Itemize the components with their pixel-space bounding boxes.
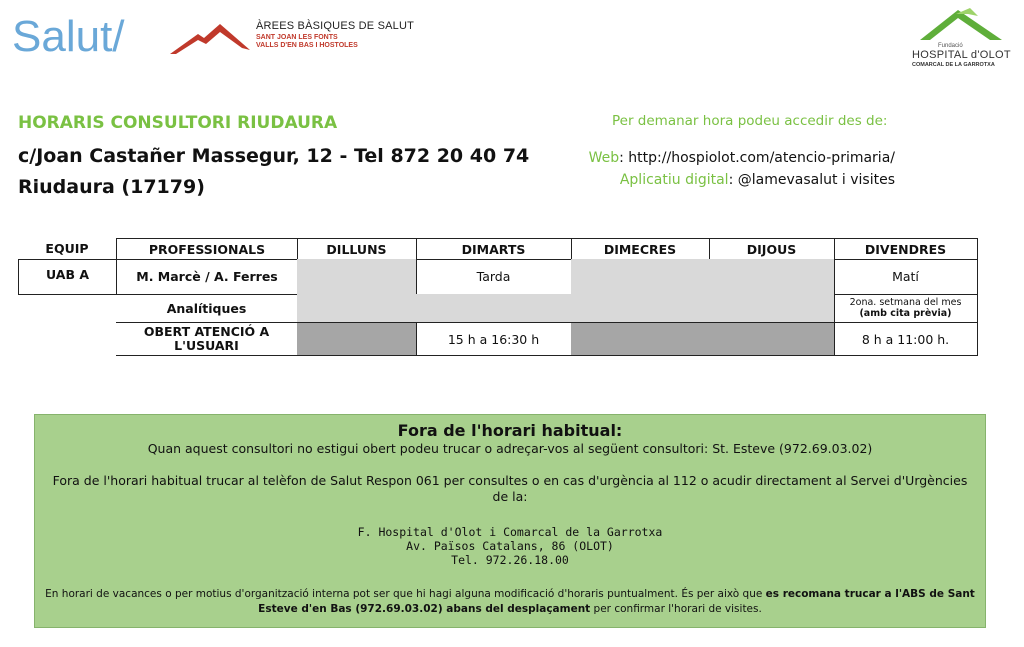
hospital-logo: [908, 6, 1018, 66]
booking-app: [620, 172, 895, 188]
hospital-fundacio: Fundació: [938, 43, 963, 49]
vacation-note-c: per confirmar l'horari de visites.: [590, 603, 762, 615]
dimarts-row1: Tarda: [416, 259, 572, 295]
header-professionals: PROFESSIONALS: [116, 238, 298, 260]
address-line-1: c/Joan Castañer Massegur, 12 - Tel 872 20 40 74: [18, 145, 530, 167]
analitiques-fri-line1: 2ona. setmana del mes: [849, 297, 962, 308]
dilluns-row2: [297, 294, 417, 322]
out-of-hours-heading: Fora de l'horari habitual:: [397, 421, 623, 440]
salut-logo: Salut/: [12, 12, 125, 61]
vacation-note-a: En horari de vacances o per motius d'organització interna pot ser que hi hagi alguna modificació d'horaris puntualment. És per això que: [45, 588, 766, 600]
emergency-text: Fora de l'horari habitual trucar al telèfon de Salut Respon 061 per consultes o en cas d'urgència al 112 o acudir directament al Servei d'Urgències de la:: [52, 473, 968, 504]
aabs-title: ÀREES BÀSIQUES DE SALUT: [256, 20, 415, 32]
app-value: : @lamevasalut i visites: [728, 172, 895, 188]
obert-atencio-label: OBERT ATENCIÓ A L'USUARI: [116, 322, 298, 356]
header-dimecres: DIMECRES: [571, 238, 710, 260]
professionals-cell: M. Marcè / A. Ferres: [116, 259, 298, 295]
hospital-address-name: F. Hospital d'Olot i Comarcal de la Garrotxa: [357, 525, 663, 539]
vacation-note: [41, 587, 979, 617]
dimarts-row2: [416, 294, 572, 322]
web-label: Web: [588, 150, 620, 166]
dimecres-row1: [571, 259, 710, 295]
vacation-note-bold: es recomana trucar a l'ABS de Sant Esteve d'en Bas (972.69.03.02) abans del desplaçament: [258, 588, 975, 615]
dimecres-row3: [571, 322, 710, 356]
header-divendres: DIVENDRES: [834, 238, 978, 260]
hospital-address: [35, 525, 985, 567]
address-line-2: Riudaura (17179): [18, 176, 205, 198]
divendres-row2: [834, 294, 978, 322]
dimarts-row3: 15 h a 16:30 h: [416, 322, 572, 356]
hospital-subtitle: COMARCAL DE LA GARROTXA: [912, 62, 995, 68]
alt-consultori-text: Quan aquest consultori no estigui obert podeu trucar o adreçar-vos al següent consultori: St. Esteve (972.69.03.02): [147, 441, 873, 456]
dilluns-row1: [297, 259, 417, 295]
divendres-row3: 8 h a 11:00 h.: [834, 322, 978, 356]
web-link[interactable]: : http://hospiolot.com/atencio-primaria/: [619, 150, 895, 166]
hospital-address-phone: Tel. 972.26.18.00: [451, 553, 569, 567]
out-of-hours-box: [34, 414, 986, 628]
analitiques-fri-line2: (amb cita prèvia): [859, 308, 952, 319]
mountain-logo-icon: [168, 20, 252, 56]
page-title: HORARIS CONSULTORI RIUDAURA: [18, 113, 338, 133]
hospital-address-street: Av. Països Catalans, 86 (OLOT): [406, 539, 614, 553]
aabs-subtitle-2: VALLS D'EN BAS I HOSTOLES: [256, 42, 358, 49]
analitiques-label: Analítiques: [116, 294, 298, 322]
header-dimarts: DIMARTS: [416, 238, 572, 260]
header-dijous: DIJOUS: [709, 238, 835, 260]
booking-intro: Per demanar hora podeu accedir des de:: [612, 113, 888, 129]
dilluns-row3: [297, 322, 417, 356]
dijous-row3: [709, 322, 835, 356]
app-label: Aplicatiu digital: [619, 172, 729, 188]
header-dilluns: DILLUNS: [297, 238, 417, 260]
aabs-subtitle-1: SANT JOAN LES FONTS: [256, 34, 338, 41]
hospital-name: HOSPITAL d'OLOT: [912, 49, 1011, 61]
dijous-row2: [709, 294, 835, 322]
hospital-mountain-icon: [918, 6, 1004, 42]
booking-web: [589, 150, 895, 166]
divendres-row1: Matí: [834, 259, 978, 295]
dimecres-row2: [571, 294, 710, 322]
equip-uab-a: UAB A: [18, 259, 117, 295]
dijous-row1: [709, 259, 835, 295]
header-equip: EQUIP: [45, 241, 89, 256]
